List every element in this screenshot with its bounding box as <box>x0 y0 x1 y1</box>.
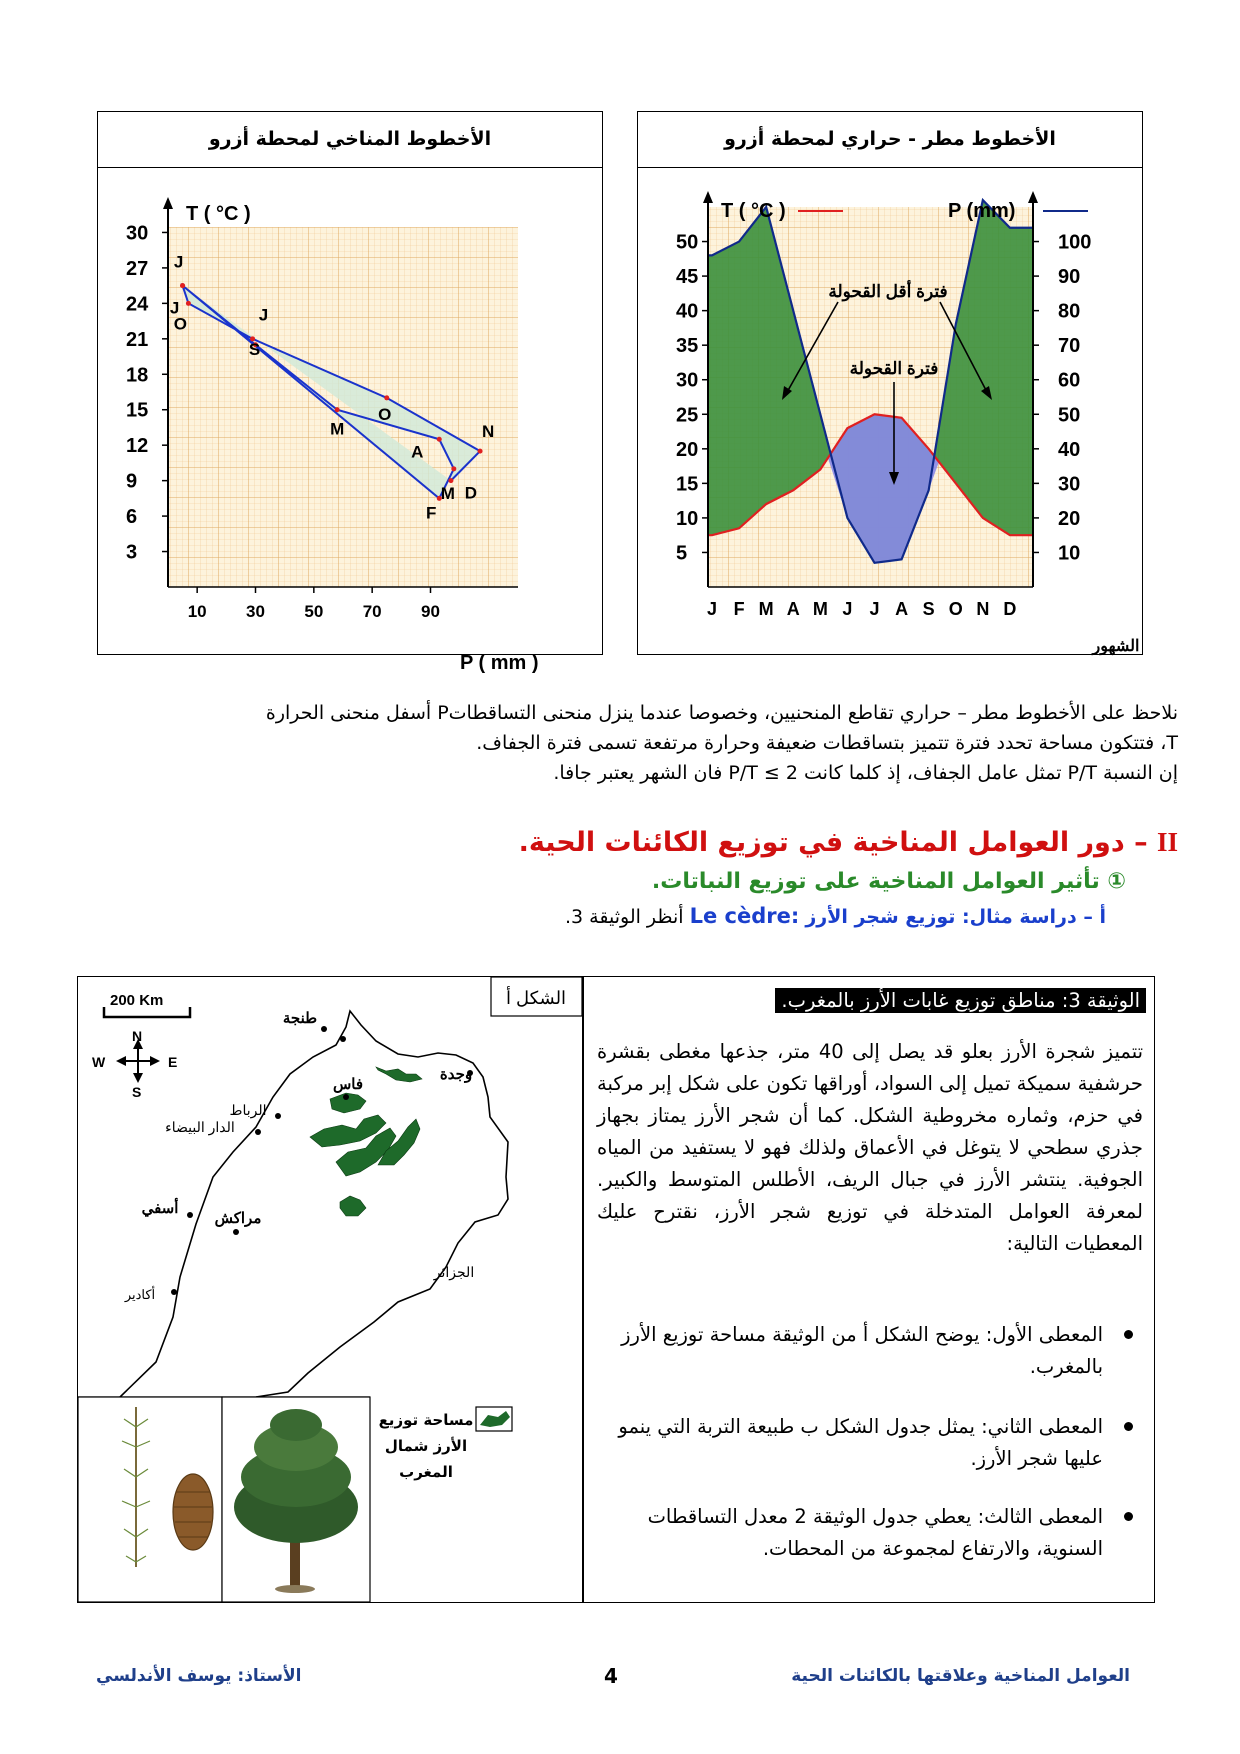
x-tick-label: 70 <box>362 602 382 621</box>
climatogram-box <box>97 111 603 674</box>
month-label: O <box>948 599 963 619</box>
y-tick-label: 12 <box>126 435 149 458</box>
climatogram-title: الأخطوط المناخي لمحطة أزرو <box>98 112 602 168</box>
climogram-point <box>335 407 340 412</box>
compass-n: N <box>132 1028 143 1044</box>
t-tick-label: 20 <box>676 438 699 461</box>
p-tick-label: 40 <box>1058 438 1081 461</box>
p-tick-label: 70 <box>1058 335 1081 358</box>
months-word: الشهور <box>1092 638 1140 655</box>
compass-s: S <box>132 1084 142 1100</box>
bullet-2-text: المعطى الثاني: يمثل جدول الشكل ب طبيعة التربة التي ينمو عليها شجر الأرز. <box>618 1415 1103 1470</box>
t-tick-label: 45 <box>676 266 699 289</box>
p-tick-label: 10 <box>1058 542 1081 565</box>
city-agadir: أكادير <box>124 1287 156 1302</box>
t-tick-label: 25 <box>676 404 699 427</box>
y-tick-label: 24 <box>126 293 149 316</box>
example-title: أ – دراسة مثال: توزيع شجر الأرز <box>805 906 1106 928</box>
x-tick-label: 90 <box>421 602 440 621</box>
bullet-2-dot <box>1124 1422 1133 1431</box>
city-dots <box>171 1026 473 1295</box>
drought-label: فترة القحولة <box>849 359 939 378</box>
ombrothermic-title: الأخطوط مطر - حراري لمحطة أزرو <box>638 112 1142 168</box>
point-label: J <box>169 298 180 318</box>
month-label: J <box>842 599 853 619</box>
y-tick-label: 30 <box>126 222 149 245</box>
bullet-1-text: المعطى الأول: يوضح الشكل أ من الوثيقة مساحة توزيع الأرز بالمغرب. <box>621 1323 1103 1378</box>
city-rabat: الرباط <box>229 1102 267 1118</box>
bullet-1 <box>597 1319 1103 1383</box>
observation-line-2: T، فتتكون مساحة تحدد فترة تتميز بتساقطات ضعيفة وحرارة مرتفعة تسمى فترة الجفاف. <box>476 732 1178 754</box>
city-tanger: طنجة <box>282 1010 318 1027</box>
month-label: A <box>895 599 909 619</box>
cedar-patches <box>310 1067 422 1216</box>
month-label: S <box>922 599 935 619</box>
section-title: – دور العوامل المناخية في توزيع الكائنات الحية. <box>518 827 1148 858</box>
point-label: O <box>378 404 392 424</box>
y-tick-label: 18 <box>126 364 149 387</box>
point-label: N <box>481 422 495 442</box>
y-axis-label: T ( °C ) <box>186 203 251 225</box>
example-latin: Le cèdre: <box>689 904 800 928</box>
point-label: A <box>411 442 424 462</box>
subsection-heading: ① تأثير العوامل المناخية على توزيع النباتات. <box>651 869 1126 894</box>
example-heading <box>565 904 1106 928</box>
y-tick-label: 6 <box>126 506 138 529</box>
city-marrakech: مراكش <box>214 1210 262 1227</box>
compass-e: E <box>168 1054 178 1070</box>
document-3-body: تتميز شجرة الأرز بعلو قد يصل إلى 40 متر، جذعها مغطى بقشرة حرشفية سميكة تميل إلى السواد، أوراقها تكون على شكل إبر مركبة في حزم، وثماره مخروطية الشكل. كما أن شجر الأرز يمتاز بجهاز جذري سطحي لا يتوغل في الأعماق ولذلك فهو لا يستفيد من المياه الجوفية. ينتشر الأرز في جبال الريف، الأطلس المتوسط والكبير. لمعرفة العوامل المتدخلة في توزيع شجر الأرز، نقترح عليك المعطيات التالية: <box>597 1040 1144 1255</box>
climogram-point <box>478 449 483 454</box>
observation-line-3: إن النسبة P/T تمثل عامل الجفاف، إذ كلما كانت P/T ≤ 2 فان الشهر يعتبر جافا. <box>553 762 1178 784</box>
y-tick-label: 15 <box>126 399 149 422</box>
t-tick-label: 15 <box>676 473 699 496</box>
climogram-point <box>451 466 456 471</box>
p-tick-label: 90 <box>1058 266 1081 289</box>
section-heading <box>519 827 1178 858</box>
footer-topic: العوامل المناخية وعلاقتها بالكائنات الحية <box>791 1666 1130 1686</box>
climogram-point <box>437 437 442 442</box>
ombrothermic-box <box>637 111 1143 655</box>
compass-icon <box>116 1039 160 1083</box>
ombrothermic-chart <box>638 167 1141 654</box>
low-drought-label: فترة أقل القحولة <box>828 282 948 301</box>
month-label: J <box>706 599 718 619</box>
p-axis-label: P (mm) <box>948 200 1016 222</box>
city-casablanca: الدار البيضاء <box>165 1119 235 1135</box>
bullet-2 <box>597 1411 1103 1475</box>
point-label: M <box>440 483 455 503</box>
point-label: D <box>464 483 478 503</box>
climatogram-chart <box>98 167 601 674</box>
point-label: F <box>426 503 437 523</box>
t-tick-label: 35 <box>676 335 699 358</box>
x-axis-label: P ( mm ) <box>460 652 539 674</box>
bullet-3-dot <box>1124 1512 1133 1521</box>
city-oujda: وجدة <box>439 1066 473 1083</box>
country-algeria: الجزائر <box>433 1264 475 1280</box>
x-tick-label: 50 <box>304 602 324 621</box>
section-number: II <box>1156 827 1178 857</box>
p-tick-label: 50 <box>1058 404 1081 427</box>
y-tick-label: 21 <box>126 328 149 351</box>
climogram-point <box>384 395 389 400</box>
morocco-map <box>78 977 583 1602</box>
p-tick-label: 60 <box>1058 369 1081 392</box>
climogram-point <box>180 283 185 288</box>
month-label: M <box>758 599 774 619</box>
t-axis-label: T ( °C ) <box>721 200 786 222</box>
t-tick-label: 10 <box>676 507 699 530</box>
footer-author: الأستاذ: يوسف الأندلسي <box>96 1666 302 1686</box>
climogram-point <box>448 478 453 483</box>
bullet-1-dot <box>1124 1330 1133 1339</box>
t-tick-label: 50 <box>676 231 699 254</box>
y-tick-label: 27 <box>126 257 149 280</box>
x-tick-label: 10 <box>187 602 207 621</box>
document-3-title: الوثيقة 3: مناطق توزيع غابات الأرز بالمغرب. <box>775 988 1146 1013</box>
point-label: J <box>173 252 184 272</box>
footer-page-number: 4 <box>604 1664 618 1688</box>
p-tick-label: 80 <box>1058 300 1081 323</box>
point-label: O <box>173 314 188 334</box>
t-tick-label: 40 <box>676 300 699 323</box>
example-ref: أنظر الوثيقة 3. <box>565 906 684 928</box>
observation-line-1: نلاحظ على الأخطوط مطر – حراري تقاطع المنحنيين، وخصوصا عندما ينزل منحنى التساقطاتP أسفل منحنى الحرارة <box>265 702 1178 724</box>
legend-text: مساحة توزيع الأرز شمال المغرب <box>378 1411 474 1481</box>
month-label: D <box>1003 599 1017 619</box>
y-tick-label: 9 <box>126 470 138 493</box>
month-label: A <box>786 599 800 619</box>
month-label: F <box>733 599 745 619</box>
point-label: S <box>248 339 261 359</box>
city-fes: فاس <box>332 1076 364 1093</box>
y-tick-label: 3 <box>126 541 138 564</box>
climogram-point <box>186 301 191 306</box>
point-label: M <box>330 419 345 439</box>
scale-label: 200 Km <box>110 992 164 1009</box>
compass-w: W <box>92 1054 106 1070</box>
month-label: J <box>869 599 880 619</box>
x-tick-label: 30 <box>246 602 265 621</box>
p-tick-label: 20 <box>1058 507 1081 530</box>
city-safi: أسفي <box>141 1200 179 1217</box>
point-label: J <box>258 305 269 325</box>
month-label: N <box>976 599 990 619</box>
p-tick-label: 30 <box>1058 473 1081 496</box>
fig-label: الشكل أ <box>505 988 567 1008</box>
bullet-3 <box>597 1501 1103 1565</box>
p-tick-label: 100 <box>1058 231 1092 254</box>
t-tick-label: 30 <box>676 369 699 392</box>
month-label: M <box>812 599 828 619</box>
t-tick-label: 5 <box>676 542 688 565</box>
bullet-3-text: المعطى الثالث: يعطي جدول الوثيقة 2 معدل التساقطات السنوية، والارتفاع لمجموعة من المحطات. <box>647 1505 1103 1560</box>
